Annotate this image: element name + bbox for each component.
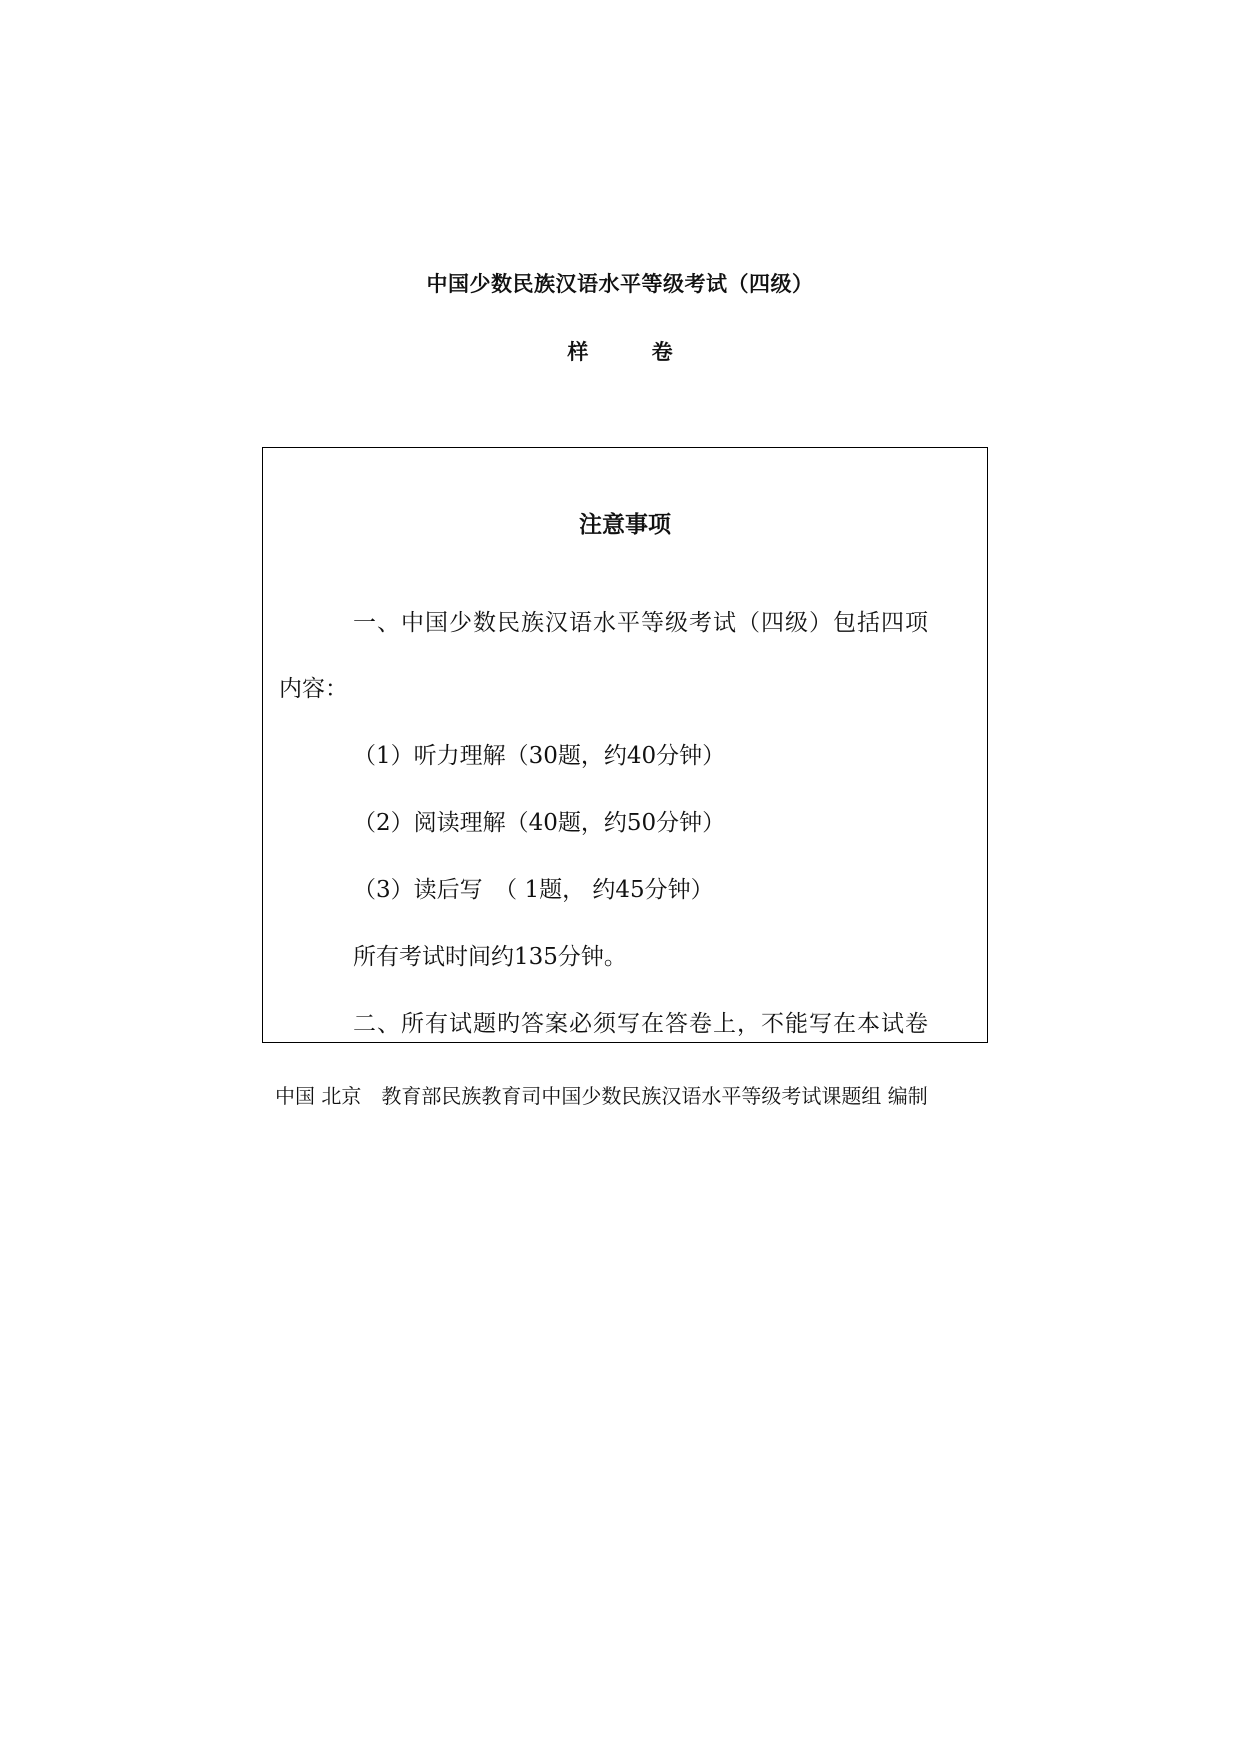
notice-item-reading: （2）阅读理解（40题，约50分钟） [353,810,726,836]
notice-paragraph-2: 二、所有试题旳答案必须写在答卷上，不能写在本试卷 [353,1011,929,1037]
footer-publisher: 中国 北京 教育部民族教育司中国少数民族汉语水平等级考试课题组 编制 [275,1084,928,1108]
notice-box [262,447,988,1043]
notice-paragraph-1-continued: 内容： [279,676,348,702]
notice-total-time: 所有考试时间约135分钟。 [353,944,627,970]
notice-item-writing: （3）读后写 （ 1题， 约45分钟） [353,877,714,903]
document-subtitle: 样 卷 [567,340,701,364]
notice-item-listening: （1）听力理解（30题，约40分钟） [353,743,726,769]
notice-paragraph-1: 一、中国少数民族汉语水平等级考试（四级）包括四项 [353,610,929,636]
notice-heading: 注意事项 [579,512,671,538]
document-title: 中国少数民族汉语水平等级考试（四级） [426,272,814,296]
